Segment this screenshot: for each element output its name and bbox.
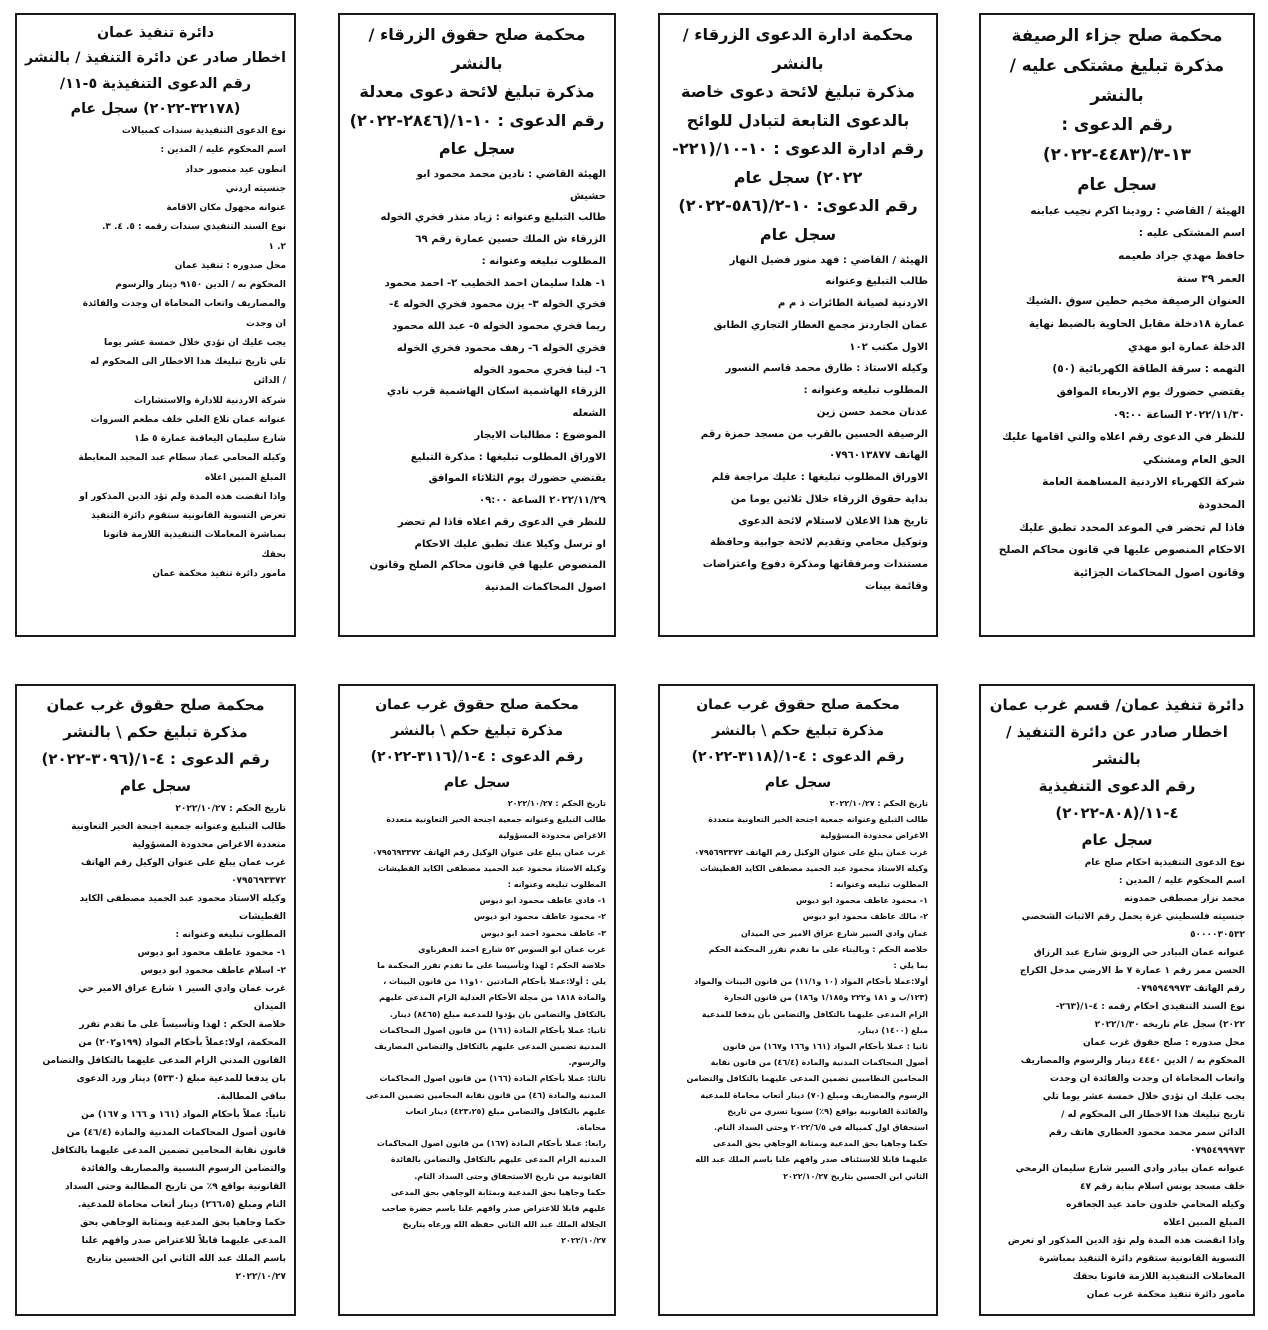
notice-body-line: المبلغ المبين اعلاه bbox=[204, 472, 286, 483]
notice-body-line: الموضوع : مطالبات الايجار bbox=[474, 429, 606, 441]
notice-body-line: اسم المحكوم عليه / المدين : bbox=[160, 145, 286, 156]
notice-heading-line: (٣٢١٧٨-٢٠٢٢) سجل عام bbox=[70, 100, 241, 117]
notice-heading-line: سجل عام bbox=[443, 775, 511, 791]
notice-body-line: للنظر في الدعوى رقم اعلاه والتي اقامها عليك bbox=[1002, 431, 1245, 444]
notice-body-line: طالب التبليغ وعنوانه جمعية اجنحة الخير التعاونية متعددة bbox=[386, 815, 606, 825]
notice-heading-line: محكمة صلح حقوق غرب عمان bbox=[696, 697, 900, 713]
notice-body-line: ان وجدت bbox=[245, 318, 286, 329]
notice-body-line: حشيش bbox=[569, 190, 606, 202]
notice-body-line: المحامين النظاميين تضمين المدعى عليهما بالتكافل والتضامن bbox=[686, 1074, 928, 1084]
notice-body-line: وكيله الاستاذ : طارق محمد قاسم النسور bbox=[725, 363, 928, 375]
notice-heading-line: رقم الدعوى : ٤-١/(٣١١٦-٢٠٢٢) bbox=[370, 749, 584, 765]
notice-body-line: نوع الدعوى التنفيذية احكام صلح عام bbox=[1084, 858, 1245, 868]
notice-body-line: القانون المدني الزام المدعى عليهما بالتكافل والتضامن bbox=[42, 1056, 286, 1066]
notice-zarqa-civil-amended bbox=[338, 13, 616, 637]
notice-body-line: اصول المحاكمات المدنية bbox=[484, 582, 606, 594]
notice-heading-line: رقم الدعوى التنفيذية ٤-١١/(٨٠٨-٢٠٢٢) bbox=[1038, 777, 1196, 822]
notice-body-line: او ترسل وكيلا عنك تطبق عليك الاحكام bbox=[414, 538, 606, 550]
notice-body-line: تاريخ الحكم : ٢٠٢٢/١٠/٢٧ bbox=[829, 799, 928, 808]
notice-body-line: المحكوم به / الدين ٩١٥٠ دينار والرسوم bbox=[115, 280, 286, 291]
notice-body-line: / الدائن bbox=[253, 376, 286, 387]
notice-body-line: باسم الملك عبد الله الثاني ابن الحسين بتاريخ bbox=[86, 1254, 286, 1264]
notice-body-line: فاذا لم تحضر في الموعد المحدد تطبق عليك bbox=[1019, 521, 1245, 534]
notice-heading-line: مذكرة تبليغ مشتكى عليه / بالنشر bbox=[1009, 54, 1225, 105]
notice-body-line: عمان وادي السير شارع عراق الامير حي الميدان bbox=[740, 928, 928, 938]
notice-body-line: الاغراض محدودة المسؤولية bbox=[498, 831, 606, 841]
notice-body-line: عليهم بالتكافل والتضامن مبلغ (٤٢٣،٢٥) دينار اتعاب bbox=[405, 1106, 606, 1116]
notice-body-line: الجلالة الملك عبد الله الثاني حفظه الله ورعاه بتاريخ bbox=[402, 1220, 606, 1230]
notice-body-line: والمصاريف واتعاب المحاماة ان وجدت والفائدة bbox=[82, 299, 286, 310]
notice-body-line: محاماة. bbox=[576, 1123, 606, 1133]
notice-body-line: جنسيته اردني bbox=[225, 183, 286, 194]
notice-body-line: ٠٧٩٥٤٩٩٩٧٣ bbox=[1190, 1146, 1245, 1156]
notice-heading-line: مذكرة تبليغ حكم \ بالنشر bbox=[390, 723, 564, 739]
notice-body-line: وكيله الاستاذ محمود عبد الحميد مصطفى الكايد القطيشات bbox=[377, 863, 606, 873]
notice-body-line: بان يدفعا للمدعية مبلغ (٥٣٣٠) دينار ورد الدعوى bbox=[76, 1074, 286, 1084]
notice-body-line: غرب عمان يبلغ على عنوان الوكيل رقم الهاتف bbox=[80, 858, 286, 868]
notice-body-line: حافظ مهدي جراد طعيمه bbox=[1118, 249, 1245, 262]
notice-body-line: بمباشرة المعاملات التنفيذية اللازمة قانونا bbox=[103, 530, 286, 541]
notice-body-line: المدعى عليهما قابلاً للاعتراض صدر وافهم علنا bbox=[81, 1236, 286, 1246]
notice-body-line: ثانياً: عملاً بأحكام المواد (١٦١ و ١٦٦ و ١٦٧) من bbox=[81, 1110, 286, 1120]
notice-body-line: الاوراق المطلوب تبليغها : مذكرة التبليغ bbox=[410, 451, 606, 463]
notice-body-line: يقتضي حضورك يوم الثلاثاء الموافق bbox=[428, 473, 606, 485]
notice-body-line: الزام المدعى عليهما بالتكافل والتضامن بأن يدفعا للمدعية bbox=[701, 1009, 928, 1019]
notice-body-line: الحق العام ومشتكي bbox=[1142, 453, 1245, 466]
notice-heading-line: رقم الدعوى: ١٠-٢/(٥٨٦-٢٠٢٢) bbox=[678, 196, 918, 216]
notice-body-line: مامور دائرة تنفيذ محكمة عمان bbox=[152, 568, 286, 579]
notice-body-line: جنسيته فلسطيني غزة يحمل رقم الاثبات الشخصي bbox=[1021, 912, 1245, 922]
notice-body-line: خلف مسجد يونس اسلام بناية رقم ٤٧ bbox=[1080, 1182, 1245, 1192]
notice-body-line: نوع السند التنفيذي سندات رقمه : ٥. ٤. ٣. bbox=[102, 222, 286, 233]
notice-body-line: ٣- عاطف محمود احمد ابو ديوس bbox=[480, 928, 606, 938]
notice-heading-line: اخطار صادر عن دائرة التنفيذ / بالنشر bbox=[25, 50, 286, 67]
notice-body-line: ٢- مالك عاطف محمود ابو ديوس bbox=[802, 912, 928, 922]
notice-heading-line: اخطار صادر عن دائرة التنفيذ / بالنشر bbox=[1006, 723, 1228, 768]
notice-body-line: عليهما قابلا للاستئناف صدر وافهم علنا باسم الملك عبد الله bbox=[695, 1155, 928, 1165]
notice-body-line: المطلوب تبليغه وعنوانه : bbox=[507, 880, 606, 890]
notice-body-line: قانون أصول المحاكمات المدنية والمادة (٤٦/٤) من bbox=[66, 1128, 286, 1138]
notice-body-line: التهمه : سرقة الطاقة الكهربائية (٥٠) bbox=[1052, 363, 1245, 376]
notice-body-line: الميدان bbox=[253, 1002, 286, 1012]
notice-heading-line: رقم الدعوى : ٤-١/(٣١١٨-٢٠٢٢) bbox=[691, 749, 905, 765]
notice-body-line: ٠٧٩٥٦٩٣٣٧٢ bbox=[231, 876, 286, 886]
notice-body-line: ثانيا: عملا بأحكام المادة (١٦١) من قانون اصول المحاكمات bbox=[379, 1025, 606, 1035]
notice-heading-line: بالدعوى التابعة لتبادل للوائح bbox=[686, 110, 910, 130]
notice-body-line: ١- فادي عاطف محمود ابو ديوس bbox=[479, 896, 606, 906]
notice-body-line: ٢. ١ bbox=[268, 241, 286, 252]
notice-heading-line: رقم الدعوى : ١٠-١/(٢٨٤٦-٢٠٢٢) bbox=[349, 110, 605, 130]
notice-body-line: والرسوم. bbox=[568, 1058, 606, 1068]
notice-heading-line: سجل عام bbox=[1077, 173, 1157, 194]
notice-body-line: المحكوم به / الدين ٤٤٤٠ دينار والرسوم والمصاريف bbox=[1020, 1056, 1245, 1066]
notice-body-line: ثانيا : عملا بأحكام المواد (١٦١ و١٦٦ و١٦٧) من قانون bbox=[722, 1042, 928, 1052]
notice-body-line: ٢- اسلام عاطف محمود ابو ديوس bbox=[140, 966, 286, 976]
notice-body-line: بما يلي : bbox=[893, 961, 928, 971]
notice-heading-line: مذكرة تبليغ حكم \ بالنشر bbox=[63, 723, 248, 741]
notice-body-line: شارع سليمان اليعاقبة عمارة ٥ ط١ bbox=[134, 434, 286, 445]
notice-body-line: واذا انقضت هذه المدة ولم تؤد الدين المذكور او تعرض bbox=[1007, 1236, 1245, 1246]
notice-heading-line: سجل عام bbox=[759, 224, 837, 244]
notice-body-line: اسم المشتكى عليه : bbox=[1138, 227, 1245, 240]
notice-west-amman-judgment-3096 bbox=[15, 684, 296, 1316]
notice-heading-line: مذكرة تبليغ لائحة دعوى خاصة bbox=[681, 82, 915, 102]
notice-body-line: بالتكافل والتضامن بان يؤدوا للمدعية مبلغ (٨٤٦٥) دينار. bbox=[389, 1009, 606, 1019]
notice-body-line: طالب التبليغ وعنوانه جمعية اجنحة الخير التعاونية متعددة bbox=[708, 815, 928, 825]
notice-body-line: يجب عليك ان تؤدي خلال خمسة عشر يوما تلي bbox=[1042, 1092, 1245, 1102]
notice-body-line: استحقاق اول كمبياله في ٢٠٢٢/٦/٥ وحتى السداد التام. bbox=[714, 1123, 928, 1133]
notice-body-line: اسم المحكوم عليه / المدين : bbox=[1118, 876, 1245, 886]
notice-body-line: طالب التبليغ وعنوانه bbox=[825, 276, 928, 288]
notice-body-line: ريما فخري محمود الخوله ٥- عبد الله محمود bbox=[392, 321, 606, 333]
notice-body-line: وكيله الاستاذ محمود عبد الحميد مصطفى الكايد bbox=[79, 894, 286, 904]
notice-body-line: شركة الاردنية للادارة والاستشارات bbox=[133, 395, 286, 406]
notice-body-line: أصول المحاكمات المدنية والمادة (٤٦/٤) من قانون نقابة bbox=[710, 1058, 928, 1068]
notice-body-line: القانونية من تاريخ الاستحقاق وحتى السداد التام. bbox=[414, 1171, 606, 1181]
notice-body-line: وكيله الاستاذ محمود عبد الحميد مصطفى الكايد القطيشات bbox=[699, 863, 928, 873]
notice-body-line: ٢٠٢٢/١١/٢٩ الساعة ٠٩:٠٠ bbox=[478, 495, 606, 507]
notice-body-line: تعرض التسوية القانونية ستقوم دائرة التنفيذ bbox=[91, 511, 286, 522]
notice-heading-line: سجل عام bbox=[1081, 831, 1153, 849]
notice-body-line: المدنية والمادة (٤٦) من قانون نقابة المحامين تضمين المدعى bbox=[365, 1090, 606, 1100]
notice-amman-execution bbox=[15, 13, 296, 637]
notice-heading-line: مذكرة تبليغ حكم \ بالنشر bbox=[711, 723, 885, 739]
notice-body-line: العنوان الرصيفة مخيم حطين سوق .الشيك bbox=[1025, 295, 1245, 308]
notice-heading-line: محكمة صلح حقوق غرب عمان bbox=[375, 697, 579, 713]
notice-body-line: أولا:عملا بأحكام المواد (١٠ و١١/١) من قانون البينات والمواد bbox=[694, 977, 928, 987]
notice-body-line: بداية حقوق الزرقاء خلال ثلاثين يوما من bbox=[730, 493, 928, 505]
notice-heading-line: محكمة صلح حقوق الزرقاء / بالنشر bbox=[368, 25, 586, 73]
notice-body-line: شركة الكهرباء الاردنية المساهمة العامة bbox=[1042, 476, 1245, 489]
notice-rusaifa-criminal bbox=[979, 13, 1255, 637]
notice-body-line: الاحكام المنصوص عليها في قانون محاكم الصلح bbox=[998, 544, 1245, 557]
notice-body-line: نوع الدعوى التنفيذية سندات كمبيالات bbox=[121, 126, 286, 137]
notice-body-line: وقائمة بينات bbox=[864, 580, 928, 592]
notice-body-line: نوع السند التنفيذي احكام رقمه : ٤-١/(٢٦٣- bbox=[1055, 1002, 1245, 1012]
notice-body-line: غرب عمان ابو السوس ٥٢ شارع احمد العقرباوي bbox=[418, 944, 606, 954]
notice-body-line: عنوانه عمان بيادر وادي السير شارع سليمان الرمحي bbox=[1015, 1164, 1245, 1174]
notice-heading-line: محكمة صلح حقوق غرب عمان bbox=[46, 696, 265, 714]
notice-body-line: رابعا: عملا بأحكام المادة (١٦٧) من قانون اصول المحاكمات bbox=[376, 1139, 606, 1149]
notice-body-line: ١- محمود عاطف محمود ابو ديوس bbox=[796, 896, 928, 906]
notice-heading-line: رقم الدعوى : ٤-١/(٣٠٩٦-٢٠٢٢) bbox=[41, 750, 270, 768]
notice-body-line: المطلوب تبليغه وعنوانه : bbox=[829, 880, 928, 890]
notice-body-line: وقانون اصول المحاكمات الجزائية bbox=[1073, 567, 1245, 580]
notice-body-line: الحسن ممر رقم ١ عمارة ٧ ط الارضي مدخل الكراج bbox=[1019, 966, 1245, 976]
notice-body-line: محمد نزار مصطفى حمدونه bbox=[1124, 894, 1245, 904]
notice-body-line: المحكمة، اولا:عملاً بأحكام المواد (١٩٩و٢٠٢) من bbox=[78, 1038, 286, 1048]
notice-body-line: قانون نقابة المحامين تضمين المدعى عليهما بالتكافل bbox=[51, 1146, 286, 1156]
notice-body-line: ١- هلدا سليمان احمد الخطيب ٢- احمد محمود bbox=[384, 277, 606, 289]
notice-body-line: تاريخ تبليغك هذا الاخطار الى المحكوم له / bbox=[1061, 1110, 1245, 1120]
notice-heading-line: دائرة تنفيذ عمان bbox=[96, 25, 215, 41]
notice-body-line: الاوراق المطلوب تبليغها : عليك مراجعة قلم bbox=[711, 472, 928, 483]
notice-body-line: ٢٠٢٢/١٠/٢٧ bbox=[235, 1272, 286, 1282]
notice-body-line: (١٢٣/ب و ١٨١ و٢٢٢ و١/١٨٥ و١٨٦) من قانون التجارة bbox=[724, 993, 928, 1003]
notice-heading-line: سجل عام bbox=[764, 775, 832, 791]
notice-body-line: التسوية القانونية ستقوم دائرة التنفيذ بمباشرة bbox=[1039, 1254, 1245, 1264]
notice-body-line: المحدودة bbox=[1198, 499, 1245, 512]
notice-body-line: مبلغ (١٤٠٠) دينار. bbox=[857, 1025, 928, 1035]
notice-body-line: واتعاب المحاماة ان وجدت والفائدة ان وجدت bbox=[1050, 1074, 1245, 1084]
notice-body-line: حكما وجاهيا بحق المدعية وبمثابة الوجاهي بحق المدعى bbox=[390, 1187, 606, 1197]
notice-body-line: وتوكيل محامي وتقديم لائحة جوابية وحافظة bbox=[710, 537, 928, 549]
notice-heading-line: محكمة ادارة الدعوى الزرقاء /بالنشر bbox=[682, 25, 914, 73]
notice-body-line: ١- محمود عاطف محمود ابو ديوس bbox=[137, 948, 286, 958]
notice-west-amman-judgment-3116 bbox=[338, 684, 616, 1316]
notice-body-line: محل صدوره : صلح حقوق غرب عمان bbox=[1082, 1038, 1245, 1048]
notice-body-line: عنوانه عمان تلاع العلي خلف مطعم السروات bbox=[90, 414, 286, 425]
notice-body-line: المدنية تضمين المدعى عليهم بالتكافل والتضامن المصاريف bbox=[374, 1042, 606, 1052]
notice-body-line: للنظر في الدعوى رقم اعلاه فاذا لم تحضر bbox=[397, 516, 606, 528]
notice-body-line: القانونية بواقع ٩٪ من تاريخ المطالبة وحتى السداد bbox=[65, 1182, 286, 1192]
notice-body-line: بباقي المطالبة. bbox=[216, 1092, 286, 1102]
notice-body-line: طالب التبليغ وعنوانه جمعية اجنحة الخير التعاونية bbox=[71, 822, 286, 832]
notice-body-line: ٢- محمود عاطف محمود ابو ديوس bbox=[474, 912, 606, 922]
notice-body-line: المعاملات التنفيذية اللازمة قانونا بحقك bbox=[1072, 1272, 1245, 1282]
notice-body-line: الهيئة / القاضي : رودينا اكرم نجيب عبابنه bbox=[1030, 204, 1245, 217]
notice-body-line: فخري الخوله ٦- رهف محمود فخري الخوله bbox=[396, 342, 606, 354]
notice-body-line: الهيئة القاضي : نادين محمد محمود ابو bbox=[416, 168, 606, 180]
notice-body-line: الدائن سمر محمد محمود العطاري هاتف رقم bbox=[1048, 1128, 1245, 1138]
notice-body-line: ٦- لينا فخري محمود الخوله bbox=[473, 364, 606, 376]
notice-body-line: العمر ٣٩ سنة bbox=[1176, 272, 1245, 285]
notice-body-line: تاريخ هذا الاعلان لاستلام لائحة الدعوى bbox=[738, 515, 928, 527]
notice-body-line: خلاصة الحكم : لهذا وتأسيساً على ما تقدم تقرر bbox=[79, 1020, 286, 1030]
notice-body-line: الاول مكتب ١٠٢ bbox=[849, 341, 928, 353]
notice-body-line: عنوانه عمان البيادر حي الرونق شارع عبد الرزاق bbox=[1033, 948, 1245, 958]
notice-heading-line: مذكرة تبليغ لائحة دعوى معدلة bbox=[359, 82, 595, 102]
notice-body-line: ٢٠٢٢/١١/٣٠ الساعة ٠٩:٠٠ bbox=[1112, 408, 1245, 421]
notice-body-line: ٢٠٢٢/١٠/٢٧ bbox=[561, 1236, 606, 1246]
notice-body-line: الثاني ابن الحسين بتاريخ ٢٠٢٢/١٠/٢٧ bbox=[783, 1171, 928, 1181]
notice-body-line: التام ومبلغ (٢٦٦،٥) دينار أتعاب محاماة للمدعية. bbox=[77, 1200, 286, 1210]
notice-body-line: متعددة الاغراض محدودة المسؤولية bbox=[132, 840, 286, 850]
notice-heading-line: محكمة صلح جزاء الرصيفة bbox=[1011, 25, 1223, 45]
notice-body-line: المدنية الزام المدعى عليهم بالتكافل والتضامن بالفائدة bbox=[390, 1155, 606, 1165]
notice-body-line: المطلوب تبليغه وعنوانه : bbox=[175, 930, 286, 940]
notice-body-line: الاردنية لصيانة الطائرات ذ م م bbox=[777, 298, 928, 309]
notice-body-line: واذا انقضت هذه المدة ولم تؤد الدين المذكور او bbox=[79, 491, 286, 502]
notice-body-line: مامور دائرة تنفيذ محكمة غرب عمان bbox=[1086, 1290, 1245, 1300]
notice-body-line: الرسوم والمصاريف ومبلغ (٧٠) دينار أتعاب محاماة للمدعية bbox=[700, 1090, 928, 1100]
notice-body-line: الاغراض محدودة المسؤولية bbox=[820, 831, 928, 841]
notice-body-line: عليهم قابلا للاعتراض صدر وافهم علنا باسم حضرة صاحب bbox=[381, 1204, 606, 1214]
notice-west-amman-execution bbox=[979, 684, 1255, 1316]
notice-body-line: ٢٠٢٢) سجل عام تاريخه ٢٠٢٢/١/٣٠ bbox=[1094, 1020, 1245, 1030]
notice-body-line: غرب عمان يبلغ على عنوان الوكيل رقم الهاتف ٠٧٩٥٦٩٣٣٧٢ bbox=[372, 847, 606, 857]
notice-body-line: تلي تاريخ تبليغك هذا الاخطار الى المحكوم له bbox=[90, 357, 286, 368]
notice-body-line: الزرقاء الهاشمية اسكان الهاشمية قرب نادي bbox=[386, 386, 606, 398]
notice-body-line: خلاصة الحكم : وبالبناء على ما تقدم تقرر المحكمة الحكم bbox=[708, 944, 928, 954]
notice-west-amman-judgment-3118 bbox=[658, 684, 938, 1316]
notice-body-line: عنوانه مجهول مكان الاقامة bbox=[166, 203, 286, 214]
notice-body-line: القطيشات bbox=[239, 912, 286, 922]
notice-body-line: عمارة ١٨دخلة مقابل الحاوية بالضبط نهاية bbox=[1028, 317, 1245, 330]
notice-body-line: المطلوب تبليغه وعنوانه : bbox=[803, 385, 928, 396]
notice-body-line: الهيئة / القاضي : فهد منور فضيل النهار bbox=[729, 254, 928, 266]
notice-body-line: يقتضي حضورك يوم الاربعاء الموافق bbox=[1056, 385, 1245, 398]
notice-body-line: المطلوب تبليغه وعنوانه : bbox=[481, 255, 606, 267]
notice-body-line: والتضامن الرسوم النسبية والمصاريف والفائدة bbox=[81, 1164, 286, 1174]
notice-body-line: تاريخ الحكم : ٢٠٢٢/١٠/٢٧ bbox=[507, 799, 606, 808]
notice-body-line: المبلغ المبين اعلاه bbox=[1163, 1218, 1245, 1228]
notice-zarqa-case-management bbox=[658, 13, 938, 637]
notice-body-line: انطون عيد منصور حداد bbox=[185, 164, 286, 175]
notice-body-line: رقم الهاتف ٠٧٩٥٩٤٩٩٧٣ bbox=[1135, 984, 1245, 994]
notice-body-line: الزرقاء ش الملك حسين عمارة رقم ٦٩ bbox=[415, 234, 606, 246]
notice-body-line: والفائدة القانونية بواقع (٩٪) سنويا تسري من تاريخ bbox=[727, 1106, 928, 1116]
notice-body-line: الشعله bbox=[572, 408, 606, 420]
notice-heading-line: ٢٠٢٢) سجل عام bbox=[733, 167, 863, 187]
notice-body-line: محل صدوره : تنفيذ عمان bbox=[174, 260, 286, 271]
notice-body-line: الدخلة عمارة ابو مهدي bbox=[1128, 340, 1245, 353]
notice-body-line: حكما وجاهيا بحق المدعية وبمثابة الوجاهي بحق bbox=[80, 1218, 286, 1228]
notice-body-line: يجب عليك ان تؤدي خلال خمسة عشر يوما bbox=[103, 337, 286, 348]
notice-heading-line: سجل عام bbox=[438, 139, 516, 159]
notice-body-line: خلاصة الحكم : لهذا وتأسيسا على ما تقدم تقرر المحكمة ما bbox=[377, 961, 606, 971]
notice-body-line: طالب التبليغ وعنوانه : زياد منذر فخري الخوله bbox=[380, 212, 606, 224]
notice-body-line: يلي : أولا:عملا بأحكام المادتين ١٠و١١ من قانون البينات ، bbox=[383, 977, 606, 987]
notice-body-line: ثالثا: عملا بأحكام المادة (١٦٦) من قانون اصول المحاكمات bbox=[379, 1074, 606, 1084]
notice-body-line: تاريخ الحكم : ٢٠٢٢/١٠/٢٧ bbox=[175, 804, 286, 814]
notice-heading-line: رقم الدعوى التنفيذية ٥-١١/ bbox=[59, 75, 252, 92]
notice-body-line: مستندات ومرفقاتها ومذكرة دفوع واعتراضات bbox=[702, 559, 928, 570]
notice-body-line: فخري الخوله ٣- يزن محمود فخري الخوله ٤- bbox=[389, 299, 606, 311]
notice-heading-line: رقم ادارة الدعوى : ١٠-١٠/(٢٢١- bbox=[672, 139, 924, 159]
notice-body-line: عدنان محمد حسن زين bbox=[816, 406, 928, 418]
notice-heading-line: دائرة تنفيذ عمان/ قسم غرب عمان bbox=[989, 696, 1245, 714]
notice-body-line: بحقك bbox=[261, 549, 286, 560]
notice-body-line: حكما وجاهيا بحق المدعية وبمثابة الوجاهي بحق المدعى bbox=[712, 1139, 928, 1149]
notice-body-line: الرصيفة الحسين بالقرب من مسجد حمزة رقم bbox=[700, 428, 928, 440]
notice-body-line: الهاتف ٠٧٩٦٠١٣٨٧٧ bbox=[829, 450, 928, 462]
notice-heading-line: رقم الدعوى : ١٣-٣/(٤٤٨٣-٢٠٢٢) bbox=[1042, 114, 1192, 165]
notice-body-line: عمان الجاردنز مجمع العطار التجاري الطابق bbox=[713, 319, 928, 331]
notice-body-line: غرب عمان يبلغ على عنوان الوكيل رقم الهاتف ٠٧٩٥٦٩٣٣٧٢ bbox=[694, 847, 928, 857]
notice-body-line: وكيله المحامي خلدون حامد عيد الجعافره bbox=[1066, 1200, 1245, 1210]
notice-body-line: المنصوص عليها في قانون محاكم الصلح وقانون bbox=[369, 560, 606, 572]
notice-body-line: وكيله المحامي عماد سطام عبد المجيد المعايطة bbox=[78, 453, 286, 464]
notice-body-line: والمادة ١٨١٨ من مجلة الأحكام العدلية الزام المدعى عليهم bbox=[379, 993, 606, 1003]
notice-body-line: ٥٠٠٠٠٣٠٥٣٢ bbox=[1190, 930, 1245, 940]
notice-body-line: غرب عمان وادي السير ١ شارع عراق الامير حي bbox=[78, 984, 286, 994]
notice-heading-line: سجل عام bbox=[119, 777, 192, 795]
